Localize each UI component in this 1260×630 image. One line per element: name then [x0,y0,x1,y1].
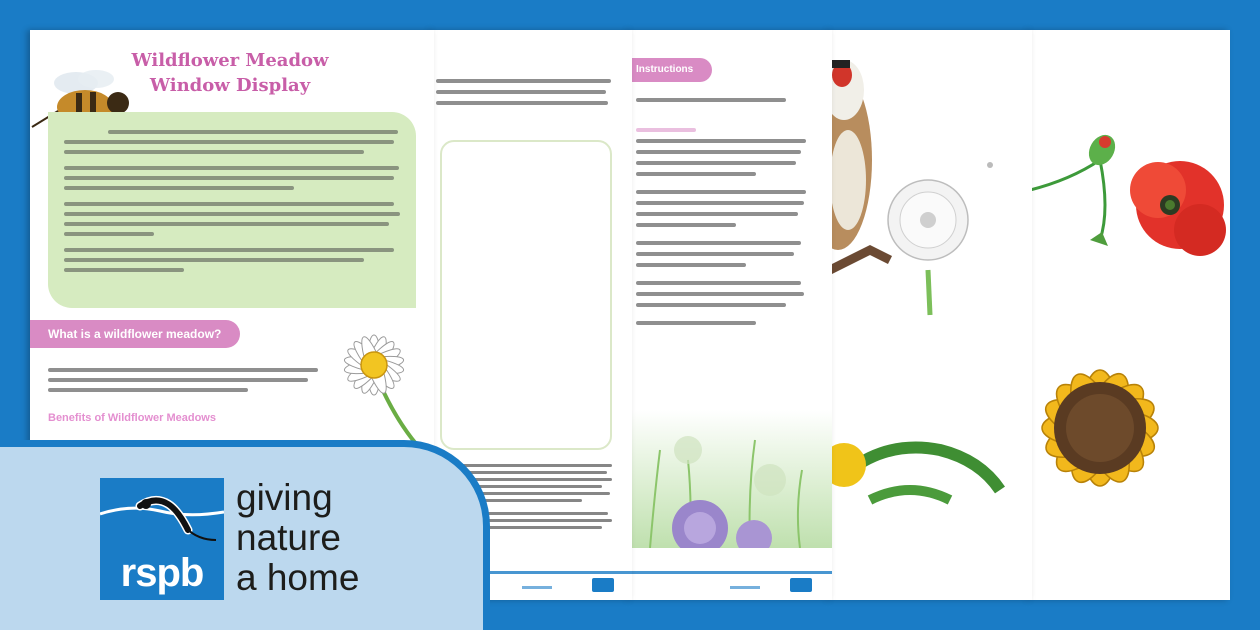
avocet-logo-icon [100,478,224,556]
dandelion-illustration [830,410,1032,550]
worksheet-page-3 [630,30,832,600]
footer-logo-icon [592,578,614,592]
page-footer-rule [630,571,832,574]
tagline-line-2: nature [236,517,341,558]
drawing-frame [440,140,612,450]
tagline [236,478,359,598]
title-line-2: Window Display [149,75,311,96]
footer-text [730,586,760,589]
dandelion-clock-illustration [830,30,1032,350]
section-body-text [48,362,328,398]
section-subheading: Benefits of Wildflower Meadows [48,412,216,424]
footer-logo-icon [790,578,812,592]
sunflower-illustration [1030,310,1230,600]
worksheet-page-4 [830,30,1032,600]
rspb-logo [100,478,224,600]
daisy-illustration [322,315,432,455]
instructions-text [636,90,816,332]
rspb-wordmark: rspb [120,551,204,595]
page-title [125,48,335,98]
instructions-heading: Instructions [630,58,712,82]
footer-text [522,586,552,589]
tagline-line-1: giving [236,477,333,518]
worksheet-page-5 [1030,30,1230,600]
tagline-line-3: a home [236,557,360,598]
meadow-background [630,410,832,548]
intro-text-box [48,112,416,308]
section-heading: What is a wildflower meadow? [30,320,240,348]
title-line-1: Wildflower Meadow [131,50,329,71]
scabious-illustration [630,410,832,548]
page2-intro-text [436,72,626,112]
